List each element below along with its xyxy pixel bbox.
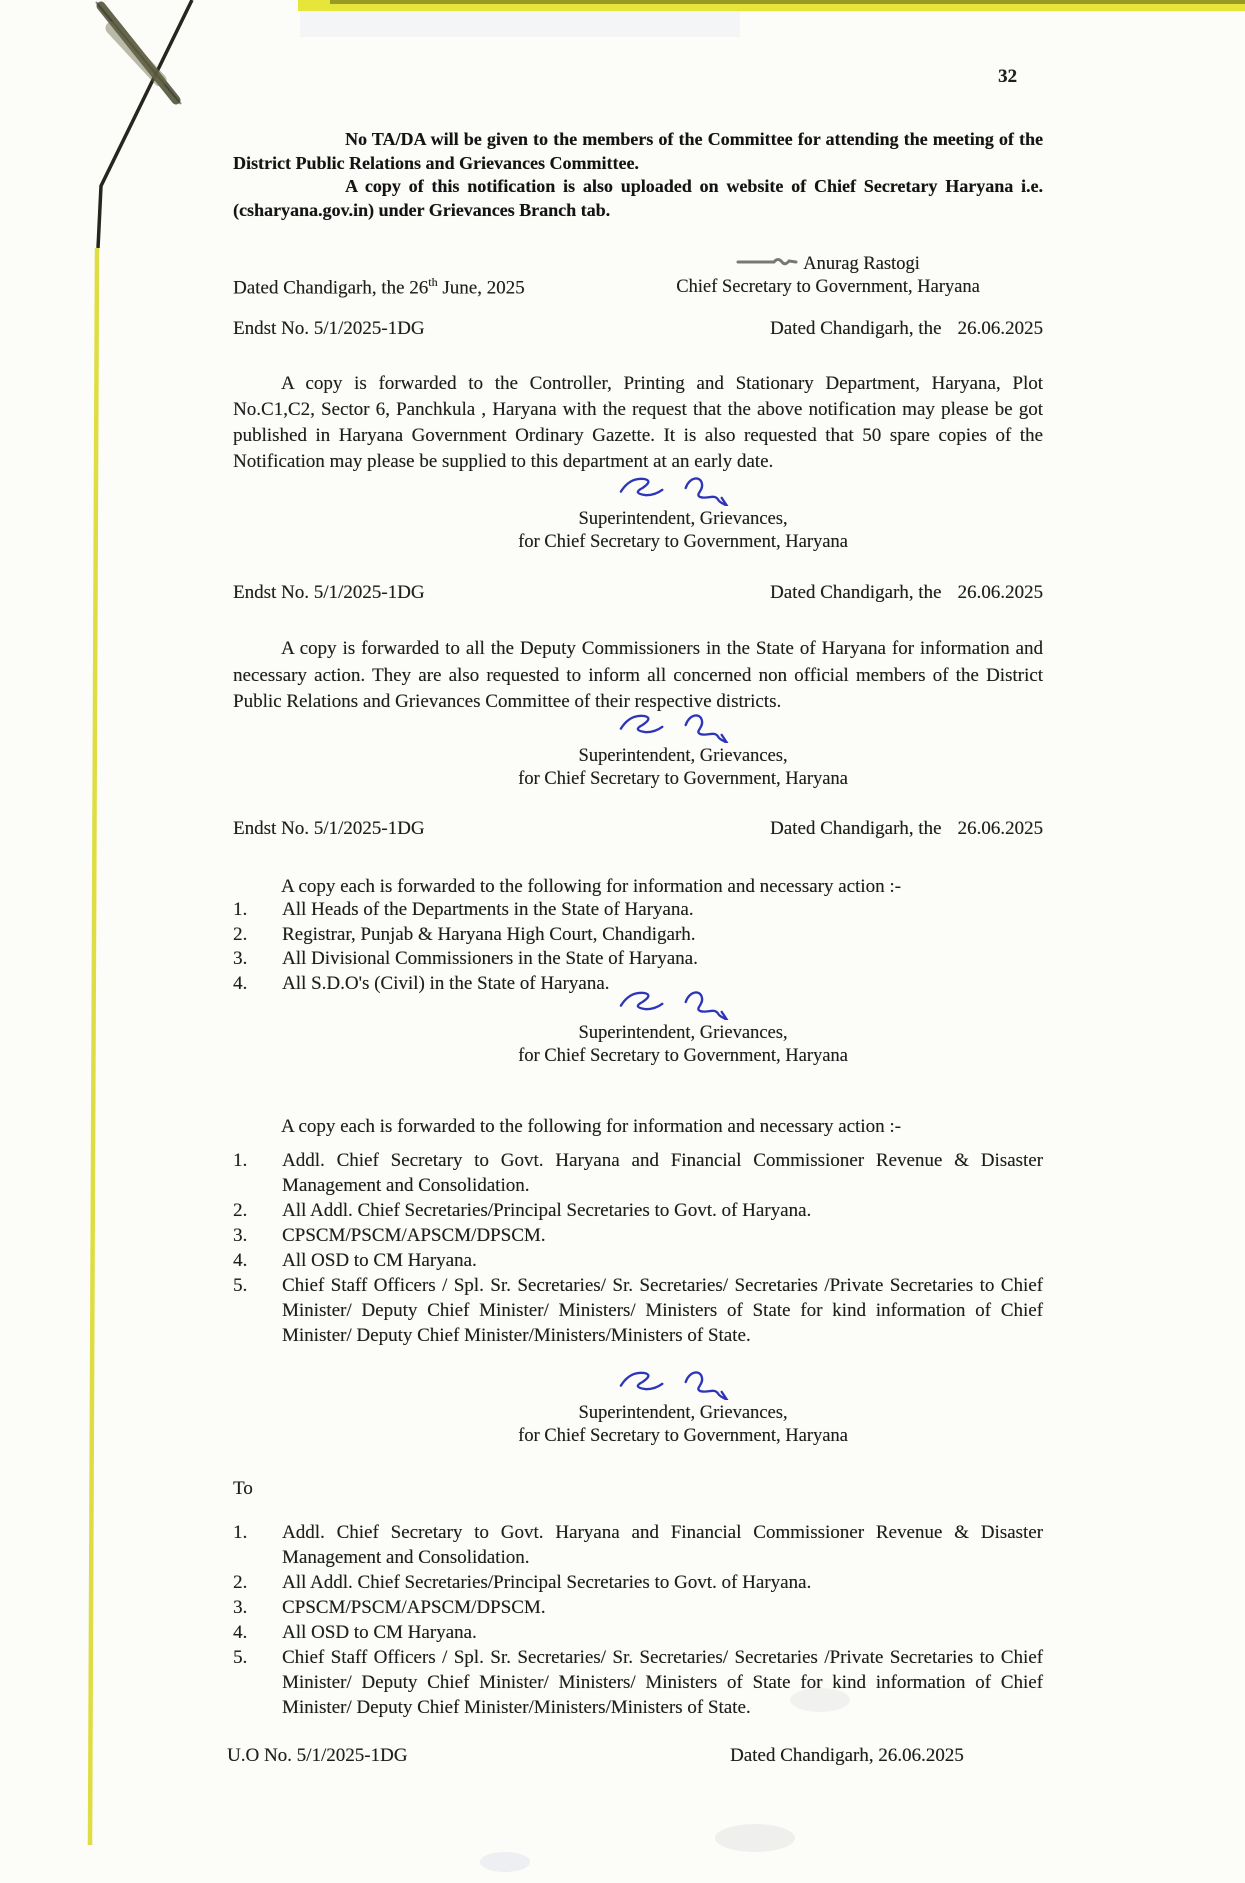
endorsement-1-header — [233, 318, 1043, 340]
endst-number: Endst No. 5/1/2025-1DG — [233, 318, 425, 339]
endorsement-3-header — [233, 818, 1043, 840]
to-address-list — [233, 1520, 1043, 1720]
list-item: 1. Addl. Chief Secretary to Govt. Haryana and Financial Commissioner Revenue & Disaster Management and Consolidation. — [233, 1150, 1043, 1196]
signatory-title: Chief Secretary to Government, Haryana — [676, 277, 980, 297]
endorsement-1-body: A copy is forwarded to the Controller, Printing and Stationary Department, Haryana, Plot No.C1,C2, Sector 6, Panchkula , Haryana with the request that the above notification may please be got published in Haryana Government Ordinary Gazette. It is also requested that 50 spare copies of the Notification may please be supplied to this department at an early date. — [233, 373, 1043, 472]
signatory-block — [663, 253, 993, 299]
signature-ink — [608, 984, 758, 1020]
endorsement-2-header — [233, 582, 1043, 604]
list-item: 2. Registrar, Punjab & Haryana High Court, Chandigarh. — [233, 923, 696, 945]
staple-thread — [101, 6, 176, 100]
signatory-name-line — [663, 253, 993, 276]
list-item: 5. Chief Staff Officers / Spl. Sr. Secretaries/ Sr. Secretaries/ Secretaries /Private Secretaries to Chief Minister/ Deputy Chief Minister/ Ministers/ Ministers of State for kind information of Chief Minister/ Deputy Chief Minister/Ministers/Ministers of State. — [233, 1647, 1043, 1718]
signature-block-4 — [473, 1364, 893, 1447]
intro-paragraphs — [233, 128, 1043, 222]
signature-ink — [608, 707, 758, 743]
sig-line-2: for Chief Secretary to Government, Haryana — [518, 1425, 848, 1446]
list-item: 3. CPSCM/PSCM/APSCM/DPSCM. — [233, 1225, 546, 1246]
endst-date: Dated Chandigarh, the 26.06.2025 — [770, 582, 1043, 603]
pen-scribble-mark — [736, 255, 798, 267]
list-item: 2. All Addl. Chief Secretaries/Principal Secretaries to Govt. of Haryana. — [233, 1572, 812, 1593]
endst-date: Dated Chandigarh, the 26.06.2025 — [770, 318, 1043, 339]
signatory-name: Anurag Rastogi — [803, 254, 920, 274]
list-item: 3. CPSCM/PSCM/APSCM/DPSCM. — [233, 1597, 546, 1618]
signature-ink — [608, 1364, 758, 1400]
endst-number: Endst No. 5/1/2025-1DG — [233, 582, 425, 603]
uo-date: Dated Chandigarh, 26.06.2025 — [730, 1745, 964, 1766]
signature-ink — [608, 470, 758, 506]
to-label: To — [233, 1478, 253, 1499]
sig-line-1: Superintendent, Grievances, — [578, 1023, 788, 1043]
list-item: 1. Addl. Chief Secretary to Govt. Haryana and Financial Commissioner Revenue & Disaster Management and Consolidation. — [233, 1522, 1043, 1568]
paper-edge-line — [98, 0, 192, 248]
signature-header-row — [233, 253, 1043, 313]
sig-line-1: Superintendent, Grievances, — [578, 746, 788, 766]
dated-line: Dated Chandigarh, the 26th June, 2025 — [233, 275, 525, 299]
ordinal-suffix: th — [428, 275, 438, 289]
endorsement-2-body: A copy is forwarded to all the Deputy Commissioners in the State of Haryana for information and necessary action. They are also requested to inform all concerned non official members of the District Public Relations and Grievances Committee of their respective districts. — [233, 638, 1043, 712]
document-body — [227, 0, 1043, 1883]
page-number: 32 — [998, 66, 1017, 87]
endst-date: Dated Chandigarh, the 26.06.2025 — [770, 818, 1043, 839]
intro-paragraph-2: A copy of this notification is also uploaded on website of Chief Secretary Haryana i.e. (csharyana.gov.in) under Grievances Branch tab. — [233, 176, 1043, 220]
uo-number: U.O No. 5/1/2025-1DG — [227, 1745, 408, 1766]
list-item: 4. All S.D.O's (Civil) in the State of Haryana. — [233, 972, 610, 994]
page-edge-left — [90, 248, 97, 1845]
signature-block-1 — [473, 470, 893, 553]
distribution-list-secretaries — [233, 1148, 1043, 1348]
list-item: 4. All OSD to CM Haryana. — [233, 1622, 477, 1643]
endorsement-3-body: A copy each is forwarded to the following for information and necessary action :- — [281, 876, 901, 897]
signature-block-2 — [473, 707, 893, 790]
sig-line-2: for Chief Secretary to Government, Haryana — [518, 531, 848, 552]
list-item: 4. All OSD to CM Haryana. — [233, 1250, 477, 1271]
sig-line-1: Superintendent, Grievances, — [578, 1403, 788, 1423]
list-item: 2. All Addl. Chief Secretaries/Principal Secretaries to Govt. of Haryana. — [233, 1200, 812, 1221]
distribution-list-departments — [233, 898, 1043, 996]
signature-block-3 — [473, 984, 893, 1067]
list-item: 1. All Heads of the Departments in the State of Haryana. — [233, 899, 694, 920]
list-item: 5. Chief Staff Officers / Spl. Sr. Secretaries/ Sr. Secretaries/ Secretaries /Private Secretaries to Chief Minister/ Deputy Chief Minister/ Ministers/ Ministers of State for kind information of Chief Minister/ Deputy Chief Minister/Ministers/Ministers of State. — [233, 1275, 1043, 1346]
sig-line-2: for Chief Secretary to Government, Haryana — [518, 768, 848, 789]
endst-number: Endst No. 5/1/2025-1DG — [233, 818, 425, 839]
sig-line-2: for Chief Secretary to Government, Haryana — [518, 1045, 848, 1066]
second-distribution-heading: A copy each is forwarded to the following for information and necessary action :- — [281, 1116, 901, 1137]
list-item: 3. All Divisional Commissioners in the State of Haryana. — [233, 948, 698, 970]
sig-line-1: Superintendent, Grievances, — [578, 509, 788, 529]
intro-paragraph-1: No TA/DA will be given to the members of the Committee for attending the meeting of the District Public Relations and Grievances Committee. — [233, 129, 1043, 173]
